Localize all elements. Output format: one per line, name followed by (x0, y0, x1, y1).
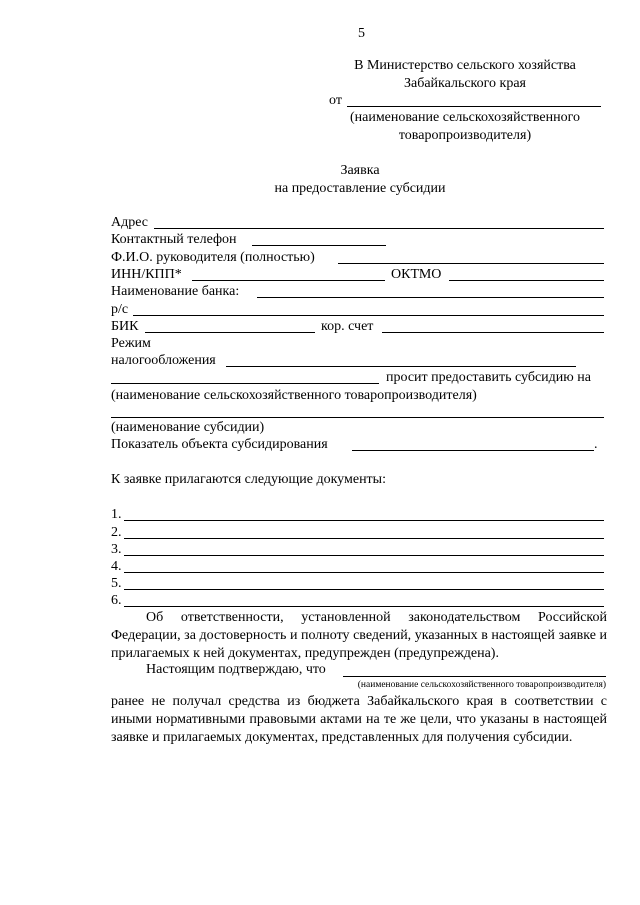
oktmo-label: ОКТМО (391, 267, 442, 282)
address-label: Адрес (111, 215, 149, 230)
document-field-3[interactable] (124, 555, 604, 556)
account-field[interactable] (133, 315, 604, 316)
document-number: 6. (111, 593, 122, 608)
corr-field[interactable] (382, 332, 604, 333)
document-number: 3. (111, 542, 122, 557)
document-field-4[interactable] (124, 572, 604, 573)
tax-label-line2: налогообложения (111, 353, 216, 368)
bik-label: БИК (111, 319, 139, 334)
document-number: 1. (111, 507, 122, 522)
document-field-1[interactable] (124, 520, 604, 521)
indicator-label: Показатель объекта субсидирования (111, 437, 328, 452)
confirm-label: Настоящим подтверждаю, что (146, 662, 326, 677)
from-caption-line2: товаропроизводителя) (398, 128, 532, 143)
title-line1: Заявка (340, 163, 380, 178)
bik-field[interactable] (145, 332, 315, 333)
subsidy-field[interactable] (111, 417, 604, 418)
account-label: р/с (111, 302, 129, 317)
document-number: 2. (111, 525, 122, 540)
director-label: Ф.И.О. руководителя (полностью) (111, 250, 315, 265)
indicator-field[interactable] (352, 450, 594, 451)
confirm-field[interactable] (343, 676, 606, 677)
producer-caption: (наименование сельскохозяйственного товаропроизводителя) (111, 388, 477, 403)
from-caption-line1: (наименование сельскохозяйственного (349, 110, 581, 125)
tax-label-line1: Режим (111, 336, 151, 351)
tax-field[interactable] (226, 366, 576, 367)
producer-field[interactable] (111, 383, 379, 384)
address-field[interactable] (154, 228, 604, 229)
responsibility-paragraph: Об ответственности, установленной законодательством Российской Федерации, за достоверность и полноту сведений, указанных в настоящей заявке и прилагаемых к ней документах, предупрежден (предупреждена). (111, 610, 607, 661)
from-field[interactable] (347, 106, 601, 107)
indicator-end: . (594, 437, 598, 452)
page-number: 5 (358, 26, 365, 41)
document-field-6[interactable] (124, 606, 604, 607)
title-line2: на предоставление субсидии (274, 181, 446, 196)
inn-field[interactable] (192, 280, 385, 281)
document-field-2[interactable] (124, 538, 604, 539)
phone-field[interactable] (252, 245, 386, 246)
phone-label: Контактный телефон (111, 232, 237, 247)
inn-label: ИНН/КПП* (111, 267, 182, 282)
subsidy-caption: (наименование субсидии) (111, 420, 265, 435)
confirm-paragraph: ранее не получал средства из бюджета Забайкальского края в соответствии с иными нормативными правовыми актами на те же цели, что указаны в настоящей заявке и прилагаемых документах, представленных для получения субсидии. (111, 694, 607, 745)
request-label: просит предоставить субсидию на (386, 370, 591, 385)
document-number: 5. (111, 576, 122, 591)
document-number: 4. (111, 559, 122, 574)
recipient-line1: В Министерство сельского хозяйства (354, 58, 576, 73)
recipient-line2: Забайкальского края (403, 76, 526, 91)
from-label: от (329, 93, 342, 108)
bank-label: Наименование банка: (111, 284, 240, 299)
documents-heading: К заявке прилагаются следующие документы: (111, 472, 386, 487)
document-field-5[interactable] (124, 589, 604, 590)
bank-field[interactable] (257, 297, 604, 298)
confirm-caption: (наименование сельскохозяйственного товаропроизводителя) (357, 680, 606, 690)
director-field[interactable] (338, 263, 604, 264)
oktmo-field[interactable] (449, 280, 604, 281)
corr-label: кор. счет (321, 319, 374, 334)
